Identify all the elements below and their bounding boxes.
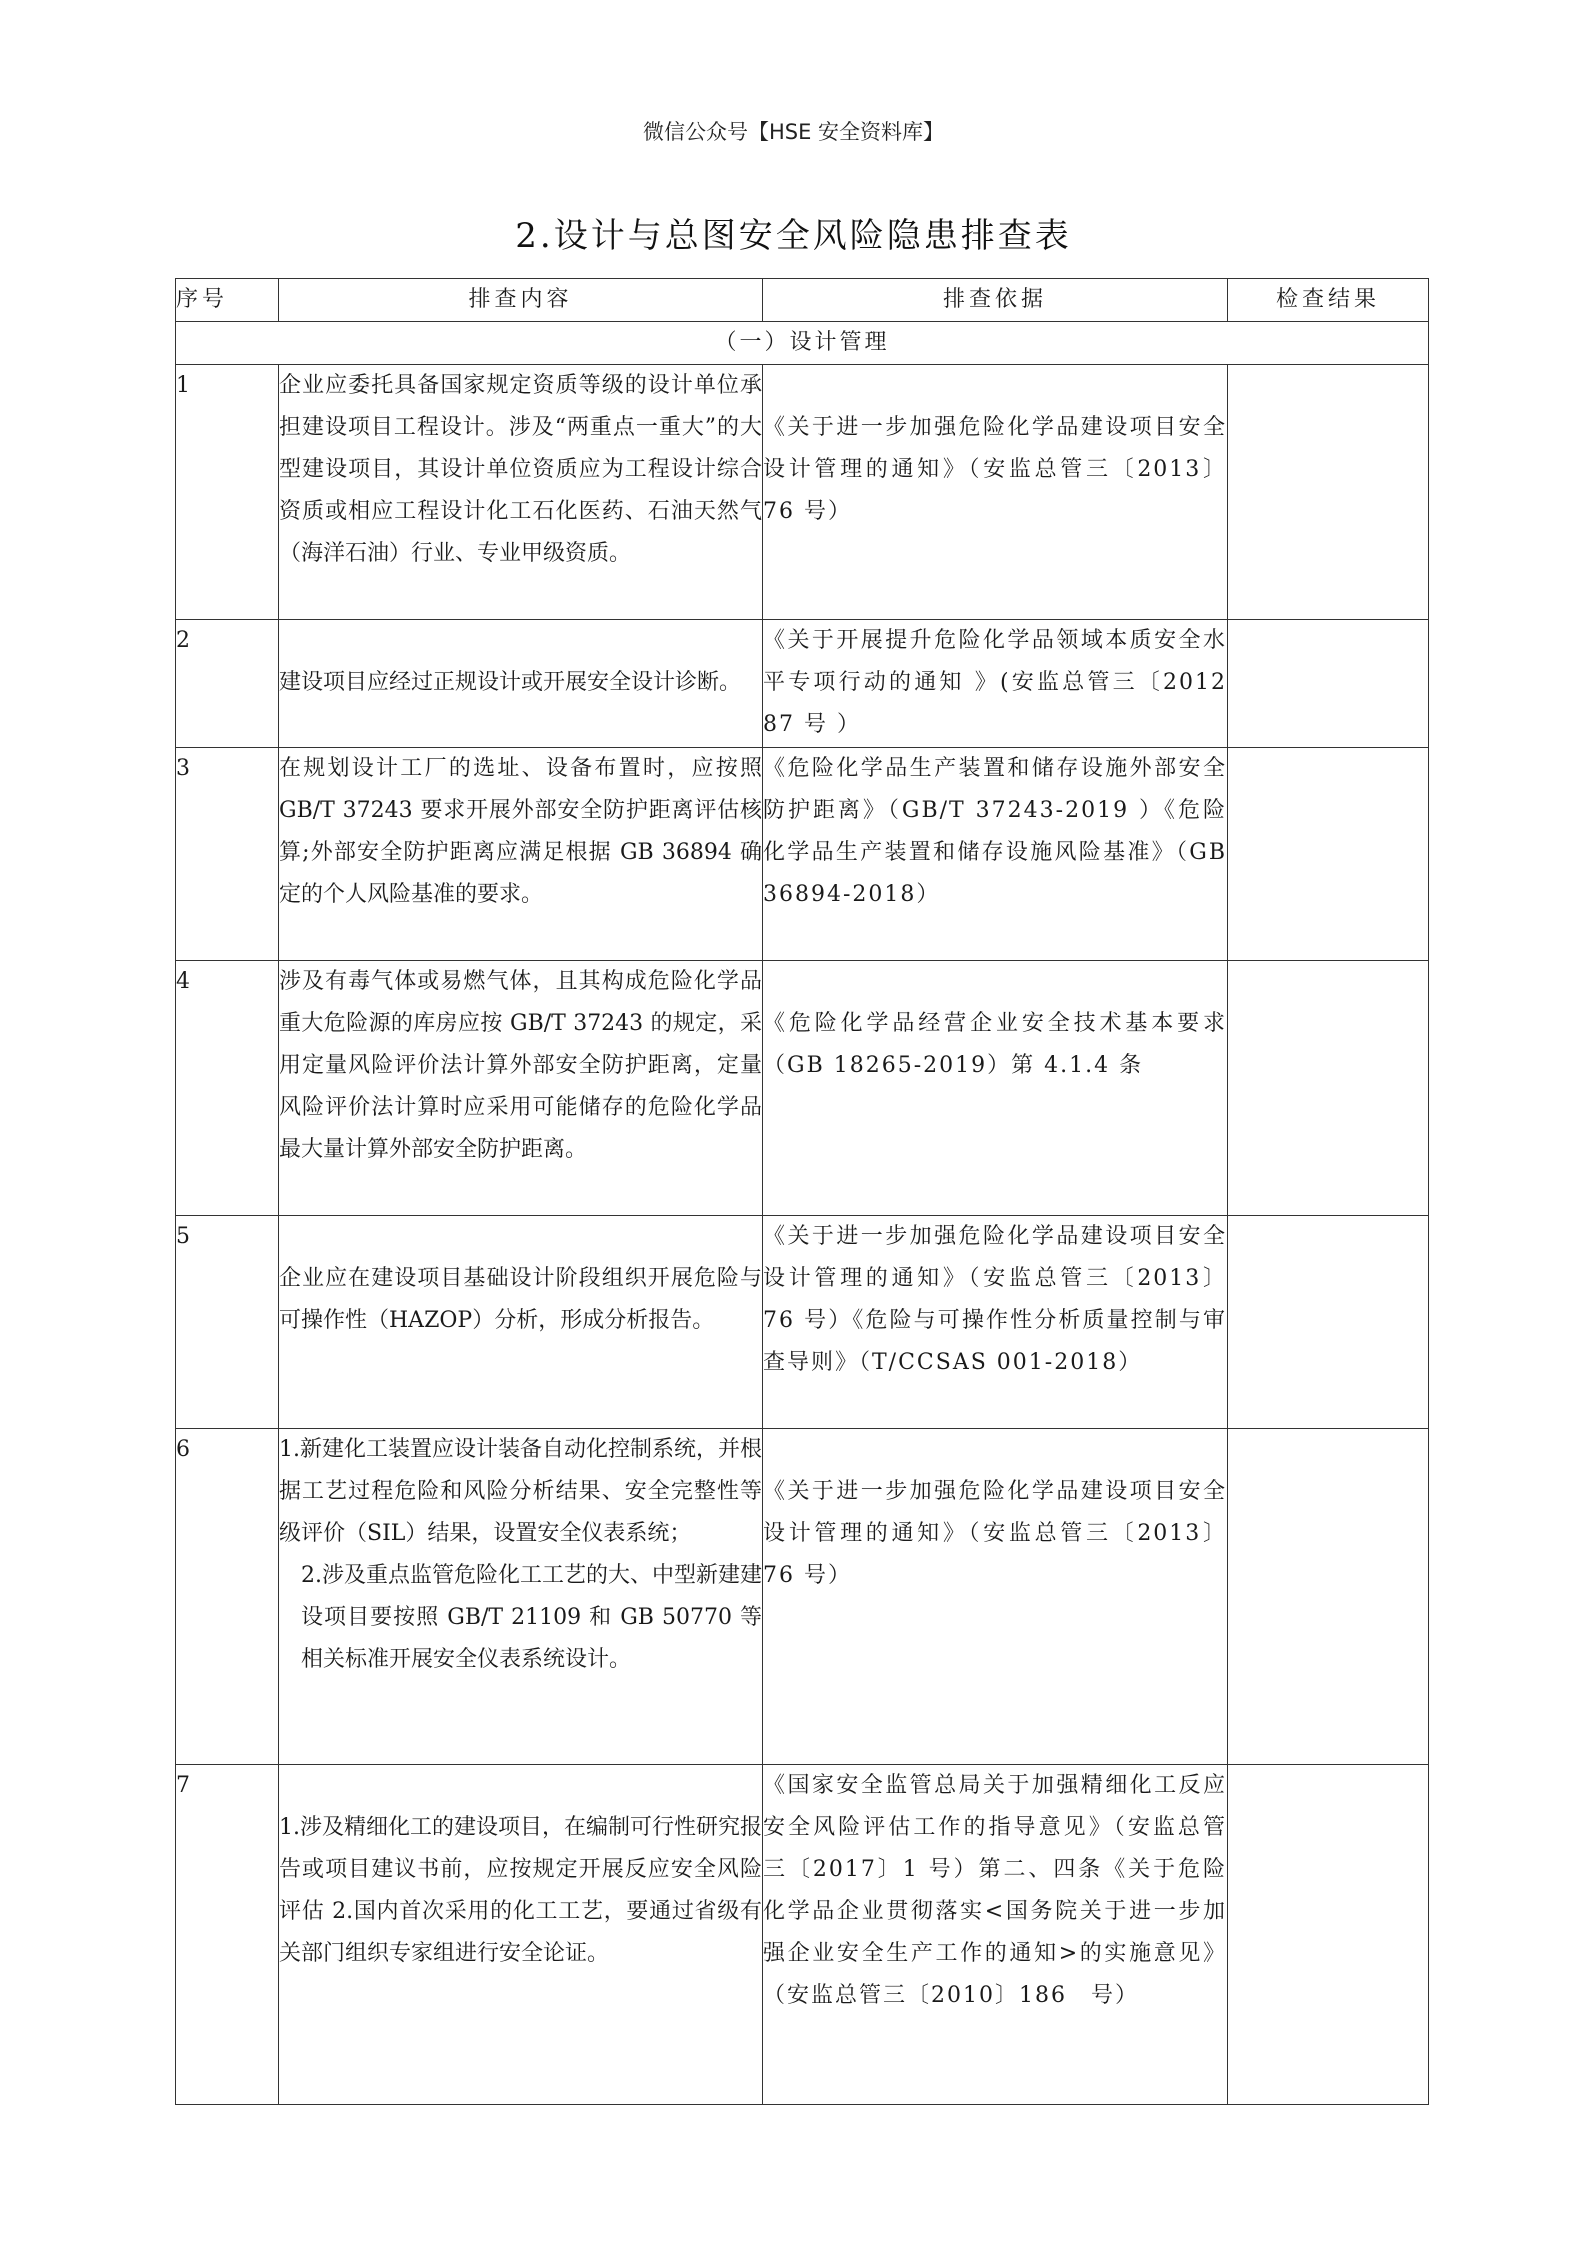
check-content — [279, 620, 763, 748]
row-number: 7 — [176, 1765, 279, 2105]
hazard-checklist-table — [175, 278, 1429, 2105]
check-content: 在规划设计工厂的选址、设备布置时，应按照 GB/T 37243 要求开展外部安全防护距离评估核算;外部安全防护距离应满足根据 GB 36894 确定的个人风险基准的要求。 — [279, 748, 763, 961]
page-header: 微信公众号【HSE 安全资料库】 — [642, 120, 945, 144]
content-item-1: 1.新建化工装置应设计装备自动化控制系统，并根据工艺过程危险和风险分析结果、安全完整性等级评价（SIL）结果，设置安全仪表系统； — [279, 1437, 762, 1546]
check-result[interactable] — [1228, 1216, 1429, 1429]
check-content — [279, 1429, 763, 1765]
check-result[interactable] — [1228, 961, 1429, 1216]
table-row — [176, 961, 1429, 1216]
document-title: 2.设计与总图安全风险隐患排查表 — [515, 216, 1072, 256]
content-text: 建设项目应经过正规设计或开展安全设计诊断。 — [279, 670, 742, 695]
table-row — [176, 620, 1429, 748]
table-header-row — [176, 279, 1429, 322]
basis-text: 《关于进一步加强危险化学品建设项目安全设计管理的通知》（安监总管三〔2013〕76 号） — [763, 415, 1227, 524]
check-content — [279, 1216, 763, 1429]
check-basis — [763, 365, 1228, 620]
section-row — [176, 322, 1429, 365]
check-result[interactable] — [1228, 1429, 1429, 1765]
check-content — [279, 1765, 763, 2105]
row-number: 4 — [176, 961, 279, 1216]
table-row — [176, 1765, 1429, 2105]
check-basis — [763, 961, 1228, 1216]
check-basis: 《危险化学品生产装置和储存设施外部安全防护距离》（GB/T 37243-2019 ）《危险化学品生产装置和储存设施风险基准》（GB 36894-2018） — [763, 748, 1228, 961]
row-number: 3 — [176, 748, 279, 961]
table-row — [176, 1429, 1429, 1765]
row-number: 2 — [176, 620, 279, 748]
check-basis — [763, 1429, 1228, 1765]
check-basis: 《国家安全监管总局关于加强精细化工反应安全风险评估工作的指导意见》（安监总管三〔2017〕1 号）第二、四条《关于危险化学品企业贯彻落实<国务院关于进一步加强企业安全生产工作的通知>的实施意见》（安监总管三〔2010〕186 号） — [763, 1765, 1228, 2105]
section-title: （一）设计管理 — [176, 322, 1429, 365]
basis-text: 《危险化学品经营企业安全技术基本要求（GB 18265-2019）第 4.1.4 条 — [763, 1011, 1227, 1078]
column-header-basis: 排查依据 — [763, 279, 1228, 322]
content-item-2: 2.涉及重点监管危险化工工艺的大、中型新建建设项目要按照 GB/T 21109 和 GB 50770 等相关标准开展安全仪表系统设计。 — [301, 1563, 762, 1672]
row-number: 6 — [176, 1429, 279, 1765]
check-content: 涉及有毒气体或易燃气体，且其构成危险化学品重大危险源的库房应按 GB/T 37243 的规定，采用定量风险评价法计算外部安全防护距离，定量风险评价法计算时应采用可能储存的危险化学品最大量计算外部安全防护距离。 — [279, 961, 763, 1216]
row-number: 5 — [176, 1216, 279, 1429]
column-header-result: 检查结果 — [1228, 279, 1429, 322]
table-row — [176, 1216, 1429, 1429]
check-result[interactable] — [1228, 620, 1429, 748]
check-result[interactable] — [1228, 1765, 1429, 2105]
basis-text: 《关于进一步加强危险化学品建设项目安全设计管理的通知》（安监总管三〔2013〕76 号） — [763, 1479, 1227, 1588]
row-number: 1 — [176, 365, 279, 620]
check-basis: 《关于开展提升危险化学品领域本质安全水平专项行动的通知 》(安监总管三〔2012 87 号 ） — [763, 620, 1228, 748]
content-text: 1.涉及精细化工的建设项目，在编制可行性研究报告或项目建议书前，应按规定开展反应安全风险评估 2.国内首次采用的化工工艺，要通过省级有关部门组织专家组进行安全论证。 — [279, 1815, 762, 1966]
content-text: 企业应在建设项目基础设计阶段组织开展危险与可操作性（HAZOP）分析，形成分析报告。 — [279, 1266, 762, 1333]
check-basis: 《关于进一步加强危险化学品建设项目安全设计管理的通知》（安监总管三〔2013〕76 号）《危险与可操作性分析质量控制与审查导则》（T/CCSAS 001-2018） — [763, 1216, 1228, 1429]
check-result[interactable] — [1228, 748, 1429, 961]
check-content: 企业应委托具备国家规定资质等级的设计单位承担建设项目工程设计。涉及“两重点一重大”的大型建设项目，其设计单位资质应为工程设计综合资质或相应工程设计化工石化医药、石油天然气（海洋石油）行业、专业甲级资质。 — [279, 365, 763, 620]
table-row — [176, 365, 1429, 620]
check-result[interactable] — [1228, 365, 1429, 620]
column-header-no: 序号 — [176, 279, 279, 322]
table-row — [176, 748, 1429, 961]
column-header-content: 排查内容 — [279, 279, 763, 322]
